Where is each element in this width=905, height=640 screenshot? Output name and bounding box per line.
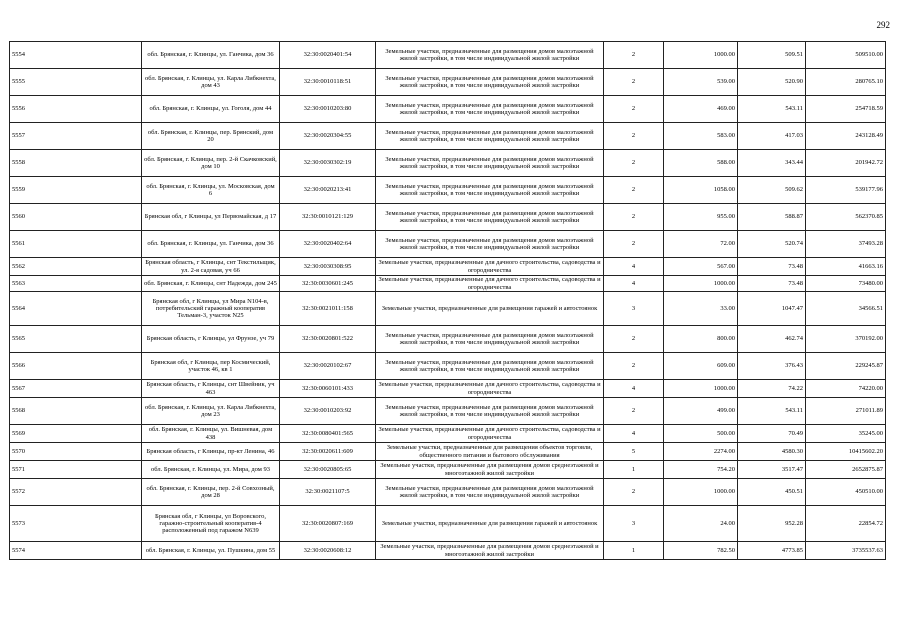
- cell-n: 5555: [10, 69, 142, 96]
- cell-address: обл. Брянская, г. Клинцы, ул. Вишневая, дом 438: [142, 425, 280, 443]
- cell-cadastral: 32:30:0020807:169: [280, 506, 376, 542]
- table-row: [10, 380, 886, 398]
- cell-cadastral: 32:30:0020213:41: [280, 177, 376, 204]
- cell-n: 5560: [10, 204, 142, 231]
- cell-n: 5572: [10, 479, 142, 506]
- cell-rate: 450.51: [738, 479, 806, 506]
- cell-cadastral: 32:30:0010203:92: [280, 398, 376, 425]
- cell-rate: 3517.47: [738, 461, 806, 479]
- cell-rate: 1047.47: [738, 292, 806, 326]
- cell-use: Земельные участки, предназначенные для дачного строительства, садоводства и огородничества: [376, 258, 604, 276]
- table-row: [10, 231, 886, 258]
- cell-count: 2: [604, 42, 664, 69]
- page-number: 292: [876, 20, 890, 30]
- cell-address: обл. Брянская, г. Клинцы, снт Надежда, дом 245: [142, 276, 280, 292]
- cell-area: 469.00: [664, 96, 738, 123]
- cell-cadastral: 32:30:0030302:19: [280, 150, 376, 177]
- cell-value: 34566.51: [806, 292, 886, 326]
- cell-count: 2: [604, 150, 664, 177]
- cell-n: 5570: [10, 443, 142, 461]
- cell-rate: 509.51: [738, 42, 806, 69]
- cell-value: 271011.89: [806, 398, 886, 425]
- cell-address: обл. Брянская, г. Клинцы, ул. Мира, дом 93: [142, 461, 280, 479]
- cell-address: обл. Брянская, г. Клинцы, ул. Ганчика, дом 36: [142, 231, 280, 258]
- cell-count: 5: [604, 443, 664, 461]
- cell-address: обл. Брянская, г. Клинцы, ул. Карла Либкнехта, дом 43: [142, 69, 280, 96]
- cell-rate: 4773.85: [738, 542, 806, 560]
- cell-use: Земельные участки, предназначенные для дачного строительства, садоводства и огородничества: [376, 276, 604, 292]
- cell-count: 1: [604, 461, 664, 479]
- cell-rate: 4580.30: [738, 443, 806, 461]
- table-row: [10, 42, 886, 69]
- cell-use: Земельные участки, предназначенные для размещения домов малоэтажной жилой застройки, в том числе индивидуальной жилой застройки: [376, 326, 604, 353]
- cell-address: обл. Брянская, г. Клинцы, ул. Московская, дом 6: [142, 177, 280, 204]
- cell-area: 539.00: [664, 69, 738, 96]
- cell-use: Земельные участки, предназначенные для размещения домов малоэтажной жилой застройки, в том числе индивидуальной жилой застройки: [376, 123, 604, 150]
- cell-n: 5557: [10, 123, 142, 150]
- table-row: [10, 177, 886, 204]
- cell-count: 2: [604, 177, 664, 204]
- cell-address: Брянская область, г Клинцы, пр-кт Ленина, 46: [142, 443, 280, 461]
- cell-cadastral: 32:30:0020611:609: [280, 443, 376, 461]
- cell-n: 5565: [10, 326, 142, 353]
- cell-value: 74220.00: [806, 380, 886, 398]
- cell-value: 37493.28: [806, 231, 886, 258]
- cell-area: 1000.00: [664, 380, 738, 398]
- cell-value: 539177.96: [806, 177, 886, 204]
- cell-value: 2652875.87: [806, 461, 886, 479]
- cell-n: 5567: [10, 380, 142, 398]
- cell-count: 2: [604, 326, 664, 353]
- cell-cadastral: 32:30:0021011:158: [280, 292, 376, 326]
- cell-address: Брянская обл, г Клинцы, пер Космический, участок 46, кв 1: [142, 353, 280, 380]
- table-row: [10, 204, 886, 231]
- cell-n: 5556: [10, 96, 142, 123]
- table-row: [10, 443, 886, 461]
- cell-rate: 520.74: [738, 231, 806, 258]
- cell-use: Земельные участки, предназначенные для размещения домов малоэтажной жилой застройки, в том числе индивидуальной жилой застройки: [376, 42, 604, 69]
- cell-rate: 70.49: [738, 425, 806, 443]
- table-row: [10, 150, 886, 177]
- cell-value: 243128.49: [806, 123, 886, 150]
- cell-value: 450510.00: [806, 479, 886, 506]
- cell-area: 24.00: [664, 506, 738, 542]
- cell-use: Земельные участки, предназначенные для размещения домов малоэтажной жилой застройки, в том числе индивидуальной жилой застройки: [376, 398, 604, 425]
- table-row: [10, 542, 886, 560]
- cell-area: 583.00: [664, 123, 738, 150]
- cell-use: Земельные участки, предназначенные для размещения гаражей и автостоянок: [376, 292, 604, 326]
- cell-value: 280765.10: [806, 69, 886, 96]
- cell-n: 5573: [10, 506, 142, 542]
- cell-rate: 543.11: [738, 96, 806, 123]
- cell-use: Земельные участки, предназначенные для размещения домов малоэтажной жилой застройки, в том числе индивидуальной жилой застройки: [376, 150, 604, 177]
- cell-use: Земельные участки, предназначенные для размещения домов малоэтажной жилой застройки, в том числе индивидуальной жилой застройки: [376, 177, 604, 204]
- cell-use: Земельные участки, предназначенные для размещения объектов торговли, общественного питания и бытового обслуживания: [376, 443, 604, 461]
- cell-count: 2: [604, 96, 664, 123]
- cell-area: 1058.00: [664, 177, 738, 204]
- table-row: [10, 353, 886, 380]
- cell-cadastral: 32:30:0020608:12: [280, 542, 376, 560]
- cell-address: обл. Брянская, г. Клинцы, ул. Гоголя, дом 44: [142, 96, 280, 123]
- cell-area: 800.00: [664, 326, 738, 353]
- cell-use: Земельные участки, предназначенные для дачного строительства, садоводства и огородничества: [376, 425, 604, 443]
- cell-count: 2: [604, 123, 664, 150]
- cell-address: обл. Брянская, г. Клинцы, ул. Ганчика, дом 36: [142, 42, 280, 69]
- cell-address: Брянская область, г Клинцы, снт Швейник, уч 463: [142, 380, 280, 398]
- cell-value: 10415602.20: [806, 443, 886, 461]
- cell-area: 567.00: [664, 258, 738, 276]
- cell-area: 588.00: [664, 150, 738, 177]
- cell-cadastral: 32:30:0060101:433: [280, 380, 376, 398]
- cell-address: обл. Брянская, г. Клинцы, пер. Брянский, дом 20: [142, 123, 280, 150]
- table-row: [10, 326, 886, 353]
- table-row: [10, 479, 886, 506]
- cell-address: обл. Брянская, г. Клинцы, пер. 2-й Скачковский, дом 10: [142, 150, 280, 177]
- cell-rate: 952.28: [738, 506, 806, 542]
- cell-cadastral: 32:30:0020805:65: [280, 461, 376, 479]
- cell-cadastral: 32:30:0020401:54: [280, 42, 376, 69]
- cell-use: Земельные участки, предназначенные для размещения домов малоэтажной жилой застройки, в том числе индивидуальной жилой застройки: [376, 69, 604, 96]
- cell-count: 2: [604, 353, 664, 380]
- cell-count: 2: [604, 398, 664, 425]
- cell-cadastral: 32:30:0020801:522: [280, 326, 376, 353]
- cell-value: 370192.00: [806, 326, 886, 353]
- cell-address: обл. Брянская, г. Клинцы, пер. 2-й Совхозный, дом 28: [142, 479, 280, 506]
- table-row: [10, 506, 886, 542]
- cell-value: 35245.00: [806, 425, 886, 443]
- cell-cadastral: 32:30:0020304:55: [280, 123, 376, 150]
- cell-use: Земельные участки, предназначенные для размещения домов малоэтажной жилой застройки, в том числе индивидуальной жилой застройки: [376, 479, 604, 506]
- cell-area: 500.00: [664, 425, 738, 443]
- cell-use: Земельные участки, предназначенные для размещения домов малоэтажной жилой застройки, в том числе индивидуальной жилой застройки: [376, 96, 604, 123]
- cell-rate: 73.48: [738, 258, 806, 276]
- cell-n: 5554: [10, 42, 142, 69]
- cell-use: Земельные участки, предназначенные для размещения гаражей и автостоянок: [376, 506, 604, 542]
- cell-rate: 462.74: [738, 326, 806, 353]
- cell-n: 5562: [10, 258, 142, 276]
- cell-use: Земельные участки, предназначенные для размещения домов среднеэтажной и многоэтажной жилой застройки: [376, 461, 604, 479]
- cell-n: 5561: [10, 231, 142, 258]
- cell-cadastral: 32:30:0020402:64: [280, 231, 376, 258]
- cell-use: Земельные участки, предназначенные для размещения домов малоэтажной жилой застройки, в том числе индивидуальной жилой застройки: [376, 353, 604, 380]
- cell-cadastral: 32:30:0010203:80: [280, 96, 376, 123]
- cell-cadastral: 32:30:0010121:129: [280, 204, 376, 231]
- table-row: [10, 123, 886, 150]
- cell-cadastral: 32:30:0080401:565: [280, 425, 376, 443]
- cell-n: 5569: [10, 425, 142, 443]
- cell-cadastral: 32:30:0020102:67: [280, 353, 376, 380]
- table-row: [10, 461, 886, 479]
- cell-value: 41663.16: [806, 258, 886, 276]
- cell-count: 1: [604, 542, 664, 560]
- cell-area: 72.00: [664, 231, 738, 258]
- cell-count: 4: [604, 276, 664, 292]
- table-row: [10, 398, 886, 425]
- cell-address: Брянская область, г Клинцы, снт Текстильщик, ул. 2-я садовая, уч 66: [142, 258, 280, 276]
- cell-address: Брянская обл, г Клинцы, ул Первомайская, д 17: [142, 204, 280, 231]
- cell-use: Земельные участки, предназначенные для дачного строительства, садоводства и огородничества: [376, 380, 604, 398]
- cell-rate: 509.62: [738, 177, 806, 204]
- table-row: [10, 258, 886, 276]
- cell-rate: 376.43: [738, 353, 806, 380]
- cell-n: 5563: [10, 276, 142, 292]
- cell-count: 4: [604, 258, 664, 276]
- cell-count: 3: [604, 292, 664, 326]
- cell-use: Земельные участки, предназначенные для размещения домов среднеэтажной и многоэтажной жилой застройки: [376, 542, 604, 560]
- cell-cadastral: 32:30:0010118:51: [280, 69, 376, 96]
- table-row: [10, 96, 886, 123]
- cell-count: 3: [604, 506, 664, 542]
- table-row: [10, 69, 886, 96]
- cell-value: 254718.59: [806, 96, 886, 123]
- cell-rate: 543.11: [738, 398, 806, 425]
- cell-value: 3735537.63: [806, 542, 886, 560]
- cell-address: Брянская обл, г Клинцы, ул Мира N104-в, потребительский гаражный кооператив Тельман-3, участок N25: [142, 292, 280, 326]
- cell-area: 1000.00: [664, 42, 738, 69]
- cell-address: обл. Брянская, г. Клинцы, ул. Карла Либкнехта, дом 23: [142, 398, 280, 425]
- cell-area: 2274.00: [664, 443, 738, 461]
- cell-address: обл. Брянская, г. Клинцы, ул. Пушкина, дом 55: [142, 542, 280, 560]
- cell-area: 1000.00: [664, 276, 738, 292]
- cell-count: 4: [604, 380, 664, 398]
- cell-n: 5564: [10, 292, 142, 326]
- cell-rate: 73.48: [738, 276, 806, 292]
- table-row: [10, 292, 886, 326]
- cell-area: 33.00: [664, 292, 738, 326]
- cell-n: 5566: [10, 353, 142, 380]
- cell-use: Земельные участки, предназначенные для размещения домов малоэтажной жилой застройки, в том числе индивидуальной жилой застройки: [376, 231, 604, 258]
- table-row: [10, 276, 886, 292]
- cell-area: 499.00: [664, 398, 738, 425]
- table-row: [10, 425, 886, 443]
- cell-use: Земельные участки, предназначенные для размещения домов малоэтажной жилой застройки, в том числе индивидуальной жилой застройки: [376, 204, 604, 231]
- cell-n: 5559: [10, 177, 142, 204]
- cell-count: 2: [604, 204, 664, 231]
- cell-rate: 417.03: [738, 123, 806, 150]
- cell-area: 754.20: [664, 461, 738, 479]
- cell-n: 5571: [10, 461, 142, 479]
- cell-area: 1000.00: [664, 479, 738, 506]
- cell-value: 201942.72: [806, 150, 886, 177]
- cell-value: 509510.00: [806, 42, 886, 69]
- cell-area: 955.00: [664, 204, 738, 231]
- cell-n: 5558: [10, 150, 142, 177]
- cell-count: 4: [604, 425, 664, 443]
- cell-rate: 588.87: [738, 204, 806, 231]
- cell-value: 73480.00: [806, 276, 886, 292]
- cell-count: 2: [604, 231, 664, 258]
- cell-area: 609.00: [664, 353, 738, 380]
- cell-rate: 343.44: [738, 150, 806, 177]
- cell-value: 229245.87: [806, 353, 886, 380]
- cell-rate: 74.22: [738, 380, 806, 398]
- cell-address: Брянская обл, г Клинцы, ул Воровского, гаражно-строительный кооператив-4 расположенный под гаражом N639: [142, 506, 280, 542]
- cell-address: Брянская область, г Клинцы, ул Фрунзе, уч 79: [142, 326, 280, 353]
- cell-cadastral: 32:30:0030308:95: [280, 258, 376, 276]
- cell-count: 2: [604, 69, 664, 96]
- cadastral-value-table: [9, 41, 886, 560]
- cell-n: 5574: [10, 542, 142, 560]
- cell-rate: 520.90: [738, 69, 806, 96]
- cell-cadastral: 32:30:0021107:5: [280, 479, 376, 506]
- cell-n: 5568: [10, 398, 142, 425]
- cell-cadastral: 32:30:0030601:245: [280, 276, 376, 292]
- cell-value: 22854.72: [806, 506, 886, 542]
- cell-value: 562370.85: [806, 204, 886, 231]
- cell-area: 782.50: [664, 542, 738, 560]
- cell-count: 2: [604, 479, 664, 506]
